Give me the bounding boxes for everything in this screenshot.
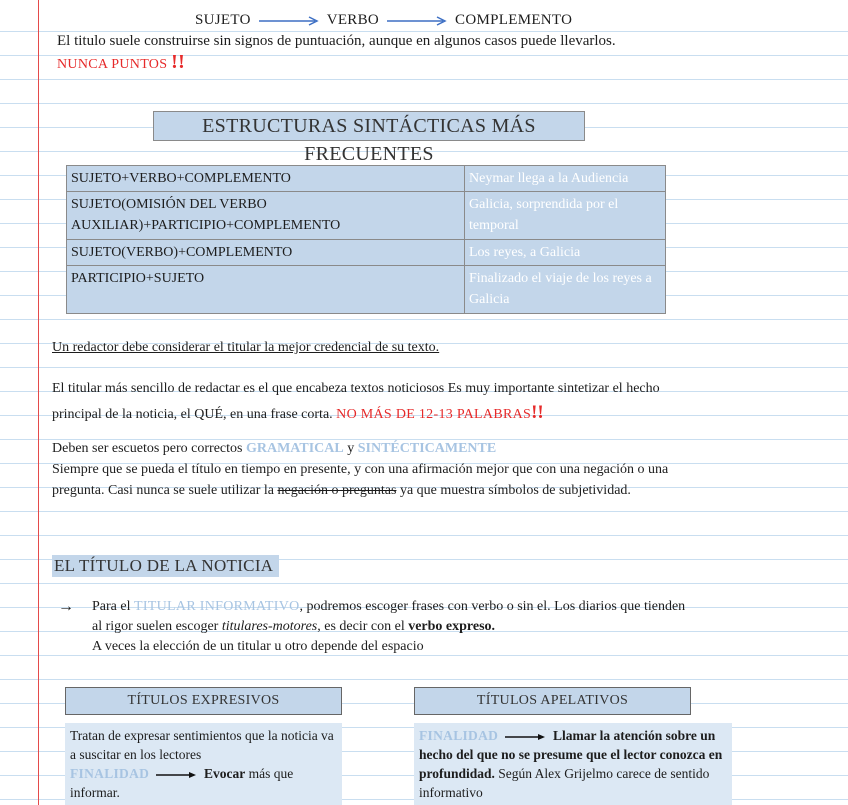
table-row (67, 266, 666, 314)
flow-arrow-icon (387, 16, 447, 26)
nunca-puntos-warning (57, 51, 185, 74)
exclamation-mark: !! (171, 51, 186, 73)
apelativos-rest: Según Alex Grijelmo carece de sentido informativo (419, 766, 710, 800)
para2-end: ya que muestra símbolos de subjetividad. (396, 483, 631, 498)
notice-title-heading: EL TÍTULO DE LA NOTICIA (52, 555, 279, 577)
para2-y: y (343, 441, 358, 456)
informativo-paragraph (58, 597, 698, 657)
example-cell: Los reyes, a Galicia (465, 240, 666, 266)
evocar-bold: Evocar (203, 766, 246, 781)
sujeto-verbo-complemento-flow (195, 12, 572, 29)
right-arrow-icon: → (58, 598, 74, 615)
informativo-mid: , podremos escoger frases con verbo o sin el. Los diarios que tienden al rigor suelen escoger (92, 599, 686, 634)
escuetos-paragraph (52, 438, 692, 501)
finalidad-label: FINALIDAD (419, 728, 499, 743)
struck-text: negación o preguntas (277, 483, 397, 498)
titulos-expresivos-body (65, 723, 342, 805)
espacio-line: A veces la elección de un titular u otro depende del espacio (92, 639, 424, 654)
titular-informativo-highlight: TITULAR INFORMATIVO (133, 599, 300, 614)
finalidad-label: FINALIDAD (70, 766, 150, 781)
table-row (67, 166, 666, 192)
expresivos-text: Tratan de expresar sentimientos que la noticia va a suscitar en los lectores (70, 728, 334, 762)
sintacticamente-highlight: SINTÉCTICAMENTE (357, 441, 497, 456)
structure-cell: SUJETO(OMISIÓN DEL VERBO AUXILIAR)+PARTICIPIO+COMPLEMENTO (67, 192, 465, 240)
informativo-pre: Para el (92, 599, 134, 614)
flow-sujeto: SUJETO (195, 12, 251, 28)
structure-cell: PARTICIPIO+SUJETO (67, 266, 465, 314)
informativo-mid2: , es decir con el (317, 619, 409, 634)
exclamation-mark: !! (531, 402, 544, 423)
flow-arrow-icon (259, 16, 319, 26)
titulares-motores-italic: titulares-motores (221, 619, 318, 634)
para2-lead: Deben ser escuetos pero correctos (52, 441, 246, 456)
table-row (67, 192, 666, 240)
sencillo-paragraph (52, 377, 692, 427)
expresivos-rest: más que informar. (70, 766, 294, 800)
para2-body: Siempre que se pueda el título en tiempo en presente, y con una afirmación mejor que con una negación o una pregunta. Casi nunca se suele utilizar la (52, 462, 669, 498)
example-cell: Finalizado el viaje de los reyes a Galicia (465, 266, 666, 314)
intro-text: El titulo suele construirse sin signos de puntuación, aunque en algunos casos puede llevarlos. (57, 33, 616, 49)
flow-verbo: VERBO (326, 12, 380, 28)
verbo-expreso-bold: verbo expreso. (408, 619, 496, 634)
gramatical-highlight: GRAMATICAL (245, 441, 344, 456)
flow-complemento: COMPLEMENTO (455, 12, 573, 28)
example-cell: Galicia, sorprendida por el temporal (465, 192, 666, 240)
example-cell: Neymar llega a la Audiencia (465, 166, 666, 192)
notebook-margin-line (38, 0, 39, 805)
apelativos-bold: Llamar la atención sobre un hecho del que no se presume que el lector conozca en profundidad. (419, 728, 723, 781)
informativo-body (92, 597, 698, 657)
titulos-apelativos-header: TÍTULOS APELATIVOS (414, 687, 691, 715)
nunca-text: NUNCA PUNTOS (57, 57, 172, 72)
credencial-statement: Un redactor debe considerar el titular la mejor credencial de su texto. (52, 340, 440, 355)
finalidad-arrow-icon (156, 771, 198, 779)
finalidad-arrow-icon (505, 733, 547, 741)
structures-table (66, 165, 666, 314)
section-title: ESTRUCTURAS SINTÁCTICAS MÁS FRECUENTES (153, 111, 585, 141)
structure-cell: SUJETO+VERBO+COMPLEMENTO (67, 166, 465, 192)
titulos-expresivos-header: TÍTULOS EXPRESIVOS (65, 687, 342, 715)
structure-cell: SUJETO(VERBO)+COMPLEMENTO (67, 240, 465, 266)
table-row (67, 240, 666, 266)
word-limit-warning: NO MÁS DE 12-13 PALABRAS (336, 407, 532, 422)
para1-text: El titular más sencillo de redactar es el que encabeza textos noticiosos Es muy importante sintetizar el hecho principal de la noticia, el QUÉ, en una frase corta. (52, 381, 660, 422)
titulos-apelativos-body (414, 723, 732, 805)
